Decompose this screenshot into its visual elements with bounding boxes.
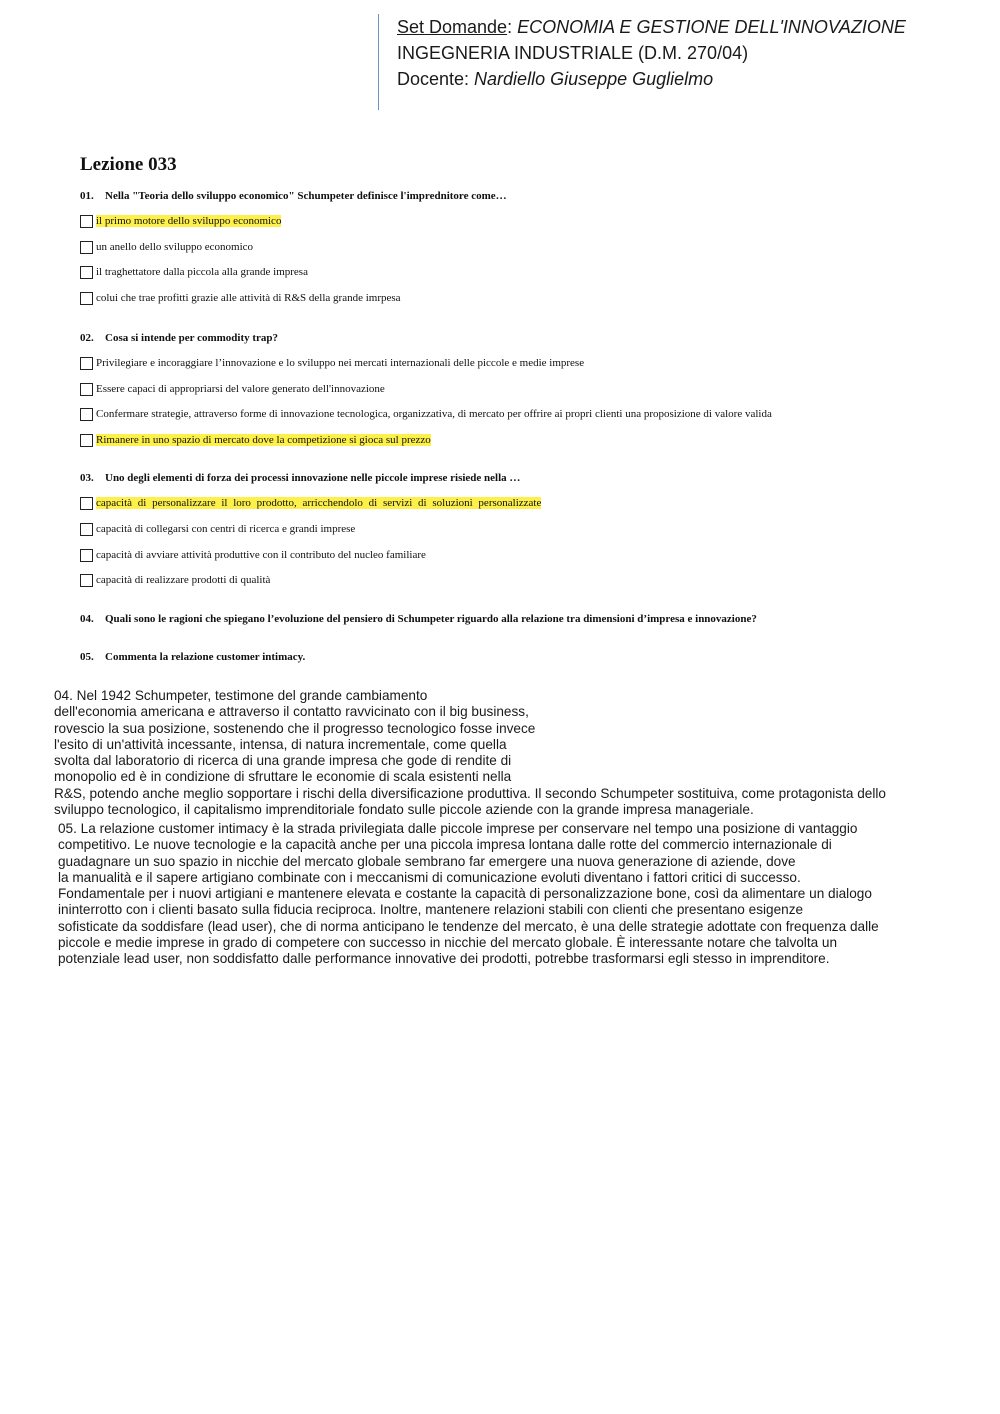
checkbox[interactable] (80, 266, 93, 279)
checkbox[interactable] (80, 497, 93, 510)
question-04 (80, 613, 757, 625)
answer-line: sviluppo tecnologico, il capitalismo imprenditoriale fondato sulle piccole aziende con la grande impresa manageriale. (54, 802, 754, 818)
answer-line: monopolio ed è in condizione di sfruttare le economie di scala esistenti nella (54, 769, 512, 785)
answer-line: svolta dal laboratorio di ricerca di una grande impresa che gode di rendite di (54, 753, 512, 769)
question-text: Quali sono le ragioni che spiegano l’evoluzione del pensiero di Schumpeter riguardo alla relazione tra dimensioni d’impresa e innovazione? (105, 613, 757, 625)
answer-line: sofisticate da soddisfare (lead user), che di norma anticipano le tendenze del mercato, è una delle strategie adottate con frequenza dalle (58, 918, 879, 934)
option-q03-d[interactable] (80, 572, 270, 588)
answer-04 (54, 688, 886, 818)
option-q03-c[interactable] (80, 547, 426, 563)
question-text: Nella "Teoria dello sviluppo economico" Schumpeter definisce l'imprednitore come… (105, 190, 507, 202)
checkbox[interactable] (80, 292, 93, 305)
option-q02-a[interactable] (80, 355, 584, 371)
option-text: Privilegiare e incoraggiare l’innovazione e lo sviluppo nei mercati internazionali delle piccole e medie imprese (96, 357, 585, 369)
question-number: 04. (80, 613, 94, 625)
checkbox[interactable] (80, 241, 93, 254)
option-text: un anello dello sviluppo economico (96, 241, 254, 253)
answer-line: la manualità e il sapere artigiano combinate con i meccanismi di comunicazione evoluti diventano i fattori critici di successo. (58, 869, 801, 885)
set-domande-label: Set Domande (397, 17, 508, 37)
question-number: 01. (80, 190, 94, 202)
teacher-name: Nardiello Giuseppe Guglielmo (474, 69, 714, 89)
question-05 (80, 651, 305, 663)
option-text: capacità di personalizzare il loro prodotto, arricchendolo di servizi di soluzioni personalizzate (96, 497, 542, 509)
checkbox[interactable] (80, 383, 93, 396)
checkbox[interactable] (80, 523, 93, 536)
checkbox[interactable] (80, 434, 93, 447)
question-number: 02. (80, 332, 94, 344)
checkbox[interactable] (80, 408, 93, 421)
answer-line: rovescio la sua posizione, sostenendo che il progresso tecnologico fosse invece (54, 720, 536, 736)
option-text: colui che trae profitti grazie alle attività di R&S della grande imrpesa (96, 292, 401, 304)
answer-line: potenziale lead user, non soddisfatto dalle performance innovative dei prodotti, potrebbe trasformarsi egli stesso in imprenditore. (58, 951, 830, 967)
option-q03-a[interactable] (80, 495, 541, 511)
option-q01-c[interactable] (80, 264, 308, 280)
option-q01-d[interactable] (80, 290, 401, 306)
option-text: Confermare strategie, attraverso forme di innovazione tecnologica, organizzativa, di mercato per offrire ai propri clienti una proposizione di valore valida (96, 408, 772, 420)
answer-line: dell'economia americana e attraverso il contatto ravvicinato con il big business, (54, 704, 529, 720)
checkbox[interactable] (80, 574, 93, 587)
option-text: capacità di collegarsi con centri di ricerca e grandi imprese (96, 523, 356, 535)
lesson-title: Lezione 033 (80, 154, 177, 175)
option-text: Rimanere in uno spazio di mercato dove la competizione si gioca sul prezzo (96, 434, 431, 446)
question-02 (80, 332, 278, 344)
docente-label: Docente: (397, 69, 475, 89)
option-q02-b[interactable] (80, 381, 385, 397)
document-header (378, 14, 906, 110)
header-teacher-line (397, 66, 906, 92)
option-q02-d[interactable] (80, 432, 431, 448)
option-q03-b[interactable] (80, 521, 355, 537)
answer-line: R&S, potendo anche meglio sopportare i rischi della diversificazione produttiva. Il secondo Schumpeter sostituiva, come protagonista dello (54, 785, 886, 801)
option-text: capacità di avviare attività produttive con il contributo del nucleo familiare (96, 549, 426, 561)
answer-05 (58, 821, 879, 968)
header-course-line: Set Domande: ECONOMIA E GESTIONE DELL'INNOVAZIONE (397, 17, 906, 37)
question-text: Uno degli elementi di forza dei processi innovazione nelle piccole imprese risiede nella … (105, 472, 521, 484)
answer-line: guadagnare un suo spazio in nicchie del mercato globale sembrano far emergere una nuova generazione di aziende, dove (58, 853, 796, 869)
degree-name: INGEGNERIA INDUSTRIALE (D.M. 270/04) (397, 43, 749, 63)
question-03 (80, 472, 520, 484)
question-01 (80, 190, 507, 202)
question-text: Cosa si intende per commodity trap? (105, 332, 279, 344)
answer-line: piccole e medie imprese in grado di competere con successo in nicchie del mercato globale. È interessante notare che talvolta un (58, 935, 838, 951)
answer-line: Fondamentale per i nuovi artigiani e mantenere elevata e costante la capacità di personalizzazione bone, così da alimentare un dialogo (58, 886, 872, 902)
answer-line: 05. La relazione customer intimacy è la strada privilegiata dalle piccole imprese per conservare nel tempo una posizione di vantaggio (58, 821, 858, 836)
answer-line: ininterrotto con i clienti basato sulla fiducia reciproca. Inoltre, mantenere relazioni stabili con clienti che presentano esigenze (58, 902, 804, 918)
option-q01-b[interactable] (80, 239, 253, 255)
option-q01-a[interactable] (80, 213, 281, 229)
checkbox[interactable] (80, 215, 93, 228)
course-name: ECONOMIA E GESTIONE DELL'INNOVAZIONE (517, 17, 906, 37)
answer-line: l'esito di un'attività incessante, intensa, di natura incrementale, come quella (54, 736, 507, 752)
option-text: il traghettatore dalla piccola alla grande impresa (96, 266, 308, 278)
answer-line: 04. Nel 1942 Schumpeter, testimone del grande cambiamento (54, 688, 428, 703)
question-number: 03. (80, 472, 94, 484)
option-text: capacità di realizzare prodotti di qualità (96, 574, 271, 586)
question-number: 05. (80, 651, 94, 663)
answer-line: competitivo. Le nuove tecnologie e la capacità anche per una piccola impresa lontana dalle rotte del commercio internazionale di (58, 837, 832, 853)
option-text: Essere capaci di appropriarsi del valore generato dell'innovazione (96, 383, 385, 395)
option-text: il primo motore dello sviluppo economico (96, 215, 282, 227)
checkbox[interactable] (80, 549, 93, 562)
question-text: Commenta la relazione customer intimacy. (105, 651, 306, 663)
checkbox[interactable] (80, 357, 93, 370)
option-q02-c[interactable] (80, 406, 772, 422)
